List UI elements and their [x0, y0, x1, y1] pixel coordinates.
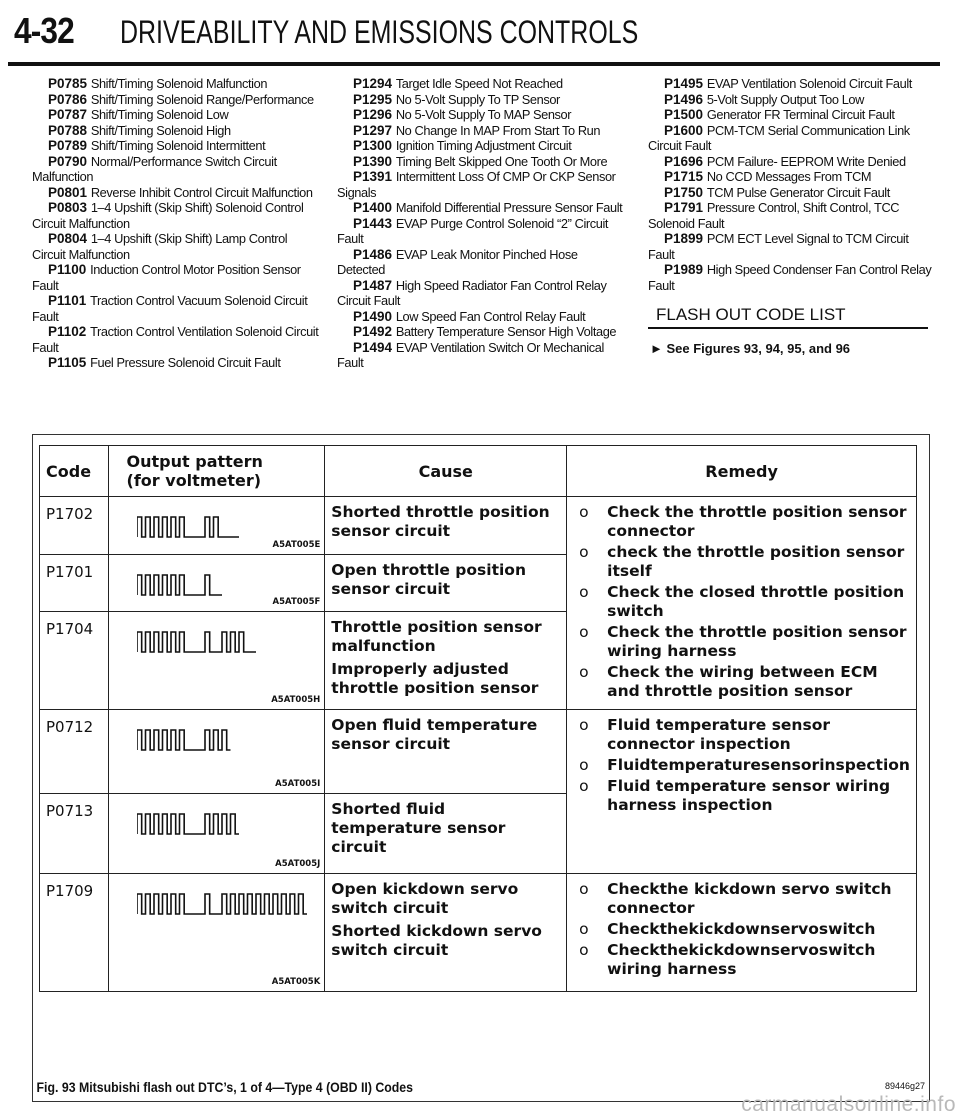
- dtc-description: PCM Failure- EEPROM Write Denied: [706, 153, 906, 169]
- dtc-code: P1300: [353, 138, 393, 153]
- output-waveform: [137, 569, 228, 599]
- dtc-description: Shift/Timing Solenoid Intermittent: [90, 138, 266, 153]
- bullet-icon: o: [579, 503, 589, 521]
- dtc-code: P0788: [48, 122, 88, 138]
- figure-caption: Fig. 93 Mitsubishi flash out DTC’s, 1 of 4—Type 4 (OBD II) Codes: [36, 1079, 414, 1095]
- remedy-text: check the throttle position sensor itself: [607, 543, 905, 580]
- code-entry: [337, 107, 627, 123]
- dtc-description: Low Speed Fan Control Relay Fault: [395, 308, 586, 324]
- code-entry: [337, 324, 627, 340]
- code-entry: [648, 107, 938, 123]
- remedy-item: [579, 503, 910, 541]
- dtc-description: No CCD Messages From TCM: [706, 169, 872, 184]
- code-entry: [337, 278, 627, 309]
- header-output-pattern: [108, 446, 325, 497]
- dtc-code: P1492: [353, 324, 393, 339]
- see-figures-text: See Figures 93, 94, 95, and 96: [666, 340, 851, 356]
- dtc-code: P0786: [48, 91, 88, 107]
- code-entry: [32, 123, 322, 139]
- dtc-description: EVAP Leak Monitor Pinched Hose Detected: [337, 246, 578, 277]
- table-header-row: [40, 446, 917, 497]
- row-remedy: [567, 874, 917, 992]
- waveform-trace: [137, 894, 307, 914]
- dtc-code: P0787: [48, 107, 88, 122]
- dtc-description: PCM ECT Level Signal to TCM Circuit Fault: [648, 231, 909, 262]
- dtc-code: P1487: [353, 277, 393, 293]
- dtc-code: P1400: [353, 200, 393, 215]
- row-code: P1704: [40, 612, 109, 710]
- dtc-description: Traction Control Ventilation Solenoid Circuit Fault: [32, 324, 319, 355]
- cause-text: Shorted kickdown servo switch circuit: [331, 922, 542, 959]
- remedy-item: [579, 663, 910, 701]
- dtc-code: P0785: [48, 76, 88, 91]
- dtc-code: P1715: [664, 169, 704, 184]
- row-remedy: [567, 710, 917, 874]
- code-column-2: [337, 76, 627, 371]
- dtc-description: Generator FR Terminal Circuit Fault: [706, 107, 895, 122]
- code-entry: [648, 123, 938, 154]
- table-row: [40, 710, 917, 794]
- row-cause: [325, 497, 567, 555]
- figure-93: [32, 434, 930, 1102]
- header-output-line2: (for voltmeter): [126, 471, 262, 490]
- dtc-description: No 5-Volt Supply To MAP Sensor: [395, 107, 572, 122]
- code-entry: [337, 169, 627, 200]
- cause-text: Shorted fluid temperature sensor circuit: [331, 800, 506, 856]
- bullet-icon: o: [579, 583, 589, 601]
- code-entry: [337, 92, 627, 108]
- dtc-description: Induction Control Motor Position Sensor Fault: [32, 262, 301, 293]
- remedy-item: [579, 623, 910, 661]
- dtc-description: 5-Volt Supply Output Too Low: [706, 91, 864, 107]
- dtc-table: [39, 445, 917, 992]
- dtc-description: High Speed Radiator Fan Control Relay Circuit Fault: [337, 277, 607, 308]
- row-output-pattern: [108, 794, 325, 874]
- dtc-description: Shift/Timing Solenoid Low: [90, 107, 229, 122]
- code-entry: [648, 262, 938, 293]
- cause-text: Open kickdown servo switch circuit: [331, 880, 519, 917]
- code-entry: [32, 262, 322, 293]
- dtc-code: P1750: [664, 184, 704, 200]
- remedy-item: [579, 756, 910, 775]
- waveform-trace: [137, 730, 231, 750]
- dtc-description: High Speed Condenser Fan Control Relay Fault: [648, 262, 932, 293]
- bullet-icon: o: [579, 777, 589, 795]
- dtc-code: P0803: [48, 200, 88, 215]
- waveform-container: [137, 888, 313, 922]
- remedy-text: Check the wiring between ECM and throttle position sensor: [607, 663, 878, 700]
- row-cause: [325, 612, 567, 710]
- row-code: P1701: [40, 555, 109, 612]
- dtc-description: Timing Belt Skipped One Tooth Or More: [395, 153, 608, 169]
- remedy-text: Fluid temperature sensor connector inspection: [607, 716, 830, 753]
- code-entry: [32, 92, 322, 108]
- remedy-text: Fluidtemperaturesensorinspection: [607, 756, 910, 774]
- bullet-icon: o: [579, 756, 589, 774]
- dtc-code: P1391: [353, 169, 393, 184]
- waveform-trace: [137, 517, 239, 537]
- dtc-description: Pressure Control, Shift Control, TCC Solenoid Fault: [648, 200, 900, 231]
- page-header: [8, 8, 952, 60]
- remedy-item: [579, 941, 910, 979]
- remedy-item: [579, 777, 910, 815]
- code-entry: [337, 216, 627, 247]
- arrow-icon: ►: [650, 340, 667, 356]
- row-output-pattern: [108, 874, 325, 992]
- pattern-figure-id: A5AT005E: [272, 540, 321, 550]
- waveform-container: [137, 626, 262, 660]
- waveform-container: [137, 724, 237, 758]
- dtc-description: 1–4 Upshift (Skip Shift) Lamp Control Circuit Malfunction: [32, 231, 288, 262]
- dtc-code: P1390: [353, 153, 393, 169]
- table-row: [40, 497, 917, 555]
- bullet-icon: o: [579, 663, 589, 681]
- dtc-code: P1490: [353, 308, 393, 324]
- pattern-figure-id: A5AT005I: [275, 779, 321, 789]
- dtc-code: P1495: [664, 76, 704, 91]
- code-entry: [648, 231, 938, 262]
- remedy-text: Check the throttle position sensor connector: [607, 503, 907, 540]
- row-output-pattern: [108, 612, 325, 710]
- bullet-icon: o: [579, 941, 589, 959]
- code-entry: [337, 309, 627, 325]
- dtc-description: Target Idle Speed Not Reached: [395, 76, 563, 91]
- page-title: DRIVEABILITY AND EMISSIONS CONTROLS: [120, 14, 639, 50]
- see-figures-note: [650, 341, 938, 357]
- code-entry: [32, 231, 322, 262]
- dtc-description: 1–4 Upshift (Skip Shift) Solenoid Control Circuit Malfunction: [32, 200, 304, 231]
- code-entry: [32, 355, 322, 371]
- cause-text: Open fluid temperature sensor circuit: [331, 716, 538, 753]
- code-entry: [648, 92, 938, 108]
- header-output-line1: Output pattern: [126, 452, 263, 471]
- dtc-description: TCM Pulse Generator Circuit Fault: [706, 184, 890, 200]
- code-entry: [32, 76, 322, 92]
- dtc-code: P1500: [664, 107, 704, 122]
- dtc-code: P1989: [664, 262, 704, 277]
- dtc-code: P1494: [353, 339, 393, 355]
- bullet-icon: o: [579, 920, 589, 938]
- code-entry: [648, 76, 938, 92]
- waveform-container: [137, 569, 228, 603]
- dtc-code: P1486: [353, 246, 393, 262]
- code-entry: [337, 340, 627, 371]
- bullet-icon: o: [579, 623, 589, 641]
- code-entry: [32, 154, 322, 185]
- dtc-description: Reverse Inhibit Control Circuit Malfunction: [90, 184, 313, 200]
- remedy-text: Checkthe kickdown servo switch connector: [607, 880, 892, 917]
- dtc-description: No Change In MAP From Start To Run: [395, 122, 601, 138]
- header-rule: [8, 62, 940, 66]
- row-cause: [325, 555, 567, 612]
- dtc-description: Traction Control Vacuum Solenoid Circuit Fault: [32, 293, 308, 324]
- remedy-text: Check the closed throttle position switch: [607, 583, 905, 620]
- dtc-description: EVAP Purge Control Solenoid “2” Circuit Fault: [337, 215, 609, 246]
- page-number: 4-32: [14, 10, 74, 51]
- remedy-item: [579, 880, 910, 918]
- dtc-description: No 5-Volt Supply To TP Sensor: [395, 91, 560, 107]
- pattern-figure-id: A5AT005F: [272, 597, 321, 607]
- row-code: P1709: [40, 874, 109, 992]
- pattern-figure-id: A5AT005H: [271, 695, 321, 705]
- dtc-description: PCM-TCM Serial Communication Link Circuit Fault: [648, 122, 910, 153]
- dtc-code: P1443: [353, 215, 393, 231]
- dtc-description: Shift/Timing Solenoid Range/Performance: [90, 91, 314, 107]
- row-output-pattern: [108, 710, 325, 794]
- dtc-description: Shift/Timing Solenoid Malfunction: [90, 76, 268, 91]
- row-cause: [325, 710, 567, 794]
- dtc-description: Intermittent Loss Of CMP Or CKP Sensor Signals: [337, 169, 616, 200]
- code-entry: [337, 247, 627, 278]
- cause-text: Open throttle position sensor circuit: [331, 561, 526, 598]
- dtc-description: Shift/Timing Solenoid High: [90, 122, 231, 138]
- flash-out-rule: [648, 327, 928, 329]
- row-remedy: [567, 497, 917, 710]
- code-entry: [32, 185, 322, 201]
- dtc-code: P0804: [48, 231, 88, 246]
- bullet-icon: o: [579, 543, 589, 561]
- remedy-text: Check the throttle position sensor wiring harness: [607, 623, 907, 660]
- flash-out-title: FLASH OUT CODE LIST: [656, 305, 846, 324]
- dtc-description: Normal/Performance Switch Circuit Malfunction: [32, 153, 277, 184]
- code-column-3: [648, 76, 938, 356]
- table-row: [40, 874, 917, 992]
- code-list: [0, 76, 960, 421]
- waveform-container: [137, 808, 245, 842]
- dtc-code: P1791: [664, 200, 704, 215]
- dtc-code: P1696: [664, 153, 704, 169]
- code-entry: [337, 200, 627, 216]
- code-entry: [32, 293, 322, 324]
- code-entry: [337, 76, 627, 92]
- dtc-code: P0789: [48, 138, 88, 153]
- dtc-code: P1101: [48, 293, 87, 308]
- row-output-pattern: [108, 555, 325, 612]
- code-entry: [32, 324, 322, 355]
- output-waveform: [137, 808, 245, 838]
- code-column-3-list: [648, 76, 938, 293]
- dtc-description: EVAP Ventilation Switch Or Mechanical Fault: [337, 339, 604, 370]
- remedy-item: [579, 543, 910, 581]
- code-entry: [648, 185, 938, 201]
- row-code: P0713: [40, 794, 109, 874]
- bullet-icon: o: [579, 880, 589, 898]
- pattern-figure-id: A5AT005K: [271, 977, 321, 987]
- output-waveform: [137, 724, 237, 754]
- dtc-code: P1600: [664, 122, 704, 138]
- dtc-code: P1295: [353, 91, 393, 107]
- waveform-trace: [137, 575, 222, 595]
- cause-text: Shorted throttle position sensor circuit: [331, 503, 550, 540]
- dtc-description: EVAP Ventilation Solenoid Circuit Fault: [706, 76, 912, 91]
- waveform-container: [137, 511, 245, 545]
- code-entry: [337, 154, 627, 170]
- bullet-icon: o: [579, 716, 589, 734]
- pattern-figure-id: A5AT005J: [275, 859, 321, 869]
- code-entry: [648, 169, 938, 185]
- remedy-item: [579, 920, 910, 939]
- row-code: P1702: [40, 497, 109, 555]
- remedy-text: Fluid temperature sensor wiring harness inspection: [607, 777, 891, 814]
- waveform-trace: [137, 814, 239, 834]
- cause-text: Throttle position sensor malfunction: [331, 618, 542, 655]
- row-cause: [325, 794, 567, 874]
- dtc-code: P1294: [353, 76, 393, 91]
- header-code: Code: [40, 446, 109, 497]
- code-entry: [32, 200, 322, 231]
- remedy-item: [579, 716, 910, 754]
- dtc-code: P0801: [48, 184, 88, 200]
- output-waveform: [137, 511, 245, 541]
- dtc-code: P0790: [48, 153, 88, 169]
- row-cause: [325, 874, 567, 992]
- dtc-code: P1899: [664, 231, 704, 246]
- remedy-item: [579, 583, 910, 621]
- figure-id: 89446g27: [884, 1081, 925, 1091]
- dtc-code: P1296: [353, 107, 393, 122]
- code-entry: [337, 138, 627, 154]
- code-entry: [648, 200, 938, 231]
- code-column-1: [32, 76, 322, 371]
- cause-text: Improperly adjusted throttle position sensor: [331, 660, 539, 697]
- dtc-description: Fuel Pressure Solenoid Circuit Fault: [90, 355, 281, 370]
- output-waveform: [137, 888, 313, 918]
- header-remedy: Remedy: [567, 446, 917, 497]
- dtc-code: P1102: [48, 324, 87, 339]
- code-entry: [32, 107, 322, 123]
- watermark: carmanualsonline.info: [741, 1093, 956, 1116]
- code-entry: [648, 154, 938, 170]
- dtc-description: Manifold Differential Pressure Sensor Fault: [395, 200, 623, 215]
- remedy-text: Checkthekickdownservoswitch wiring harness: [607, 941, 876, 978]
- waveform-trace: [137, 632, 256, 652]
- dtc-code: P1105: [48, 355, 87, 370]
- remedy-text: Checkthekickdownservoswitch: [607, 920, 876, 938]
- output-waveform: [137, 626, 262, 656]
- code-entry: [32, 138, 322, 154]
- dtc-code: P1297: [353, 122, 393, 138]
- dtc-code: P1496: [664, 91, 704, 107]
- header-cause: Cause: [325, 446, 567, 497]
- dtc-description: Ignition Timing Adjustment Circuit: [395, 138, 572, 153]
- dtc-description: Battery Temperature Sensor High Voltage: [395, 324, 617, 339]
- dtc-code: P1100: [48, 262, 87, 277]
- code-entry: [337, 123, 627, 139]
- row-code: P0712: [40, 710, 109, 794]
- row-output-pattern: [108, 497, 325, 555]
